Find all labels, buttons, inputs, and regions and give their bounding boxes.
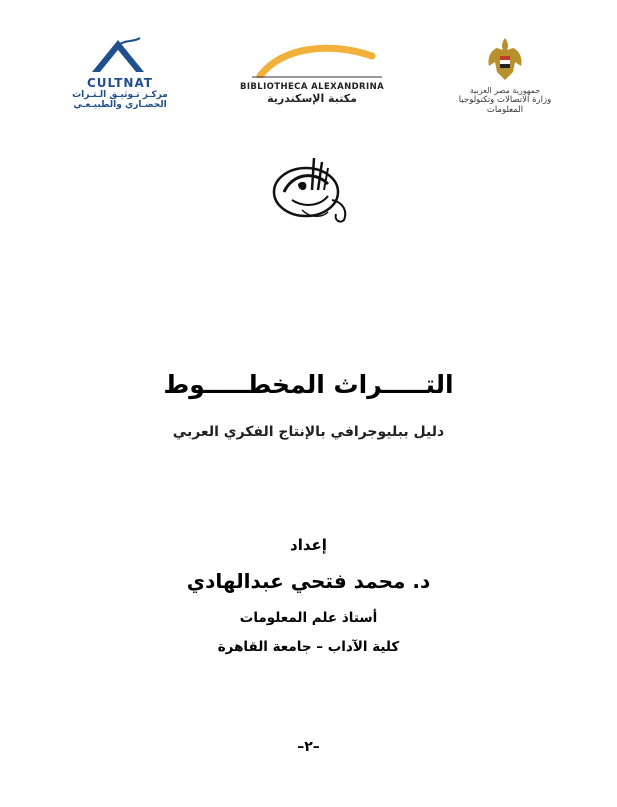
cultnat-logo: [60, 36, 180, 110]
cultnat-mountain-icon: [60, 36, 180, 76]
ministry-line1: جمهورية مصر العربية: [469, 86, 541, 95]
author-name: د. محمد فتحي عبدالهادي: [186, 569, 431, 593]
document-title: التـــــراث المخطـــــوط: [163, 370, 454, 399]
document-subtitle: دليل ببليوجرافي بالإنتاج الفكري العربي: [172, 424, 445, 440]
bibalex-arc-icon: [232, 42, 392, 78]
cultnat-arabic-line1: مركـز تـوثيـق الـتـراث: [72, 90, 168, 100]
cultnat-arabic-line2: الحضـاري والطبيـعـي: [73, 100, 167, 110]
calligraphy-emblem-icon: [262, 150, 362, 228]
bibalex-logo: [232, 42, 392, 105]
ministry-logo: [440, 36, 570, 115]
author-position: أستاذ علم المعلومات: [239, 610, 378, 626]
prepared-by-label: إعداد: [290, 536, 327, 554]
bibalex-name-ar: مكتبة الإسكندرية: [267, 92, 357, 105]
ministry-line2: وزارة الاتصالات وتكنولوجيا المعلومات: [458, 95, 552, 115]
page-number: –٢–: [297, 739, 320, 755]
cultnat-name: CULTNAT: [87, 76, 153, 90]
author-affiliation: كلية الآداب – جامعة القاهرة: [217, 639, 400, 655]
bibalex-name-en: BIBLIOTHECA ALEXANDRINA: [239, 82, 385, 92]
eagle-emblem-icon: [485, 36, 525, 82]
arab-memory-emblem: [262, 150, 362, 228]
